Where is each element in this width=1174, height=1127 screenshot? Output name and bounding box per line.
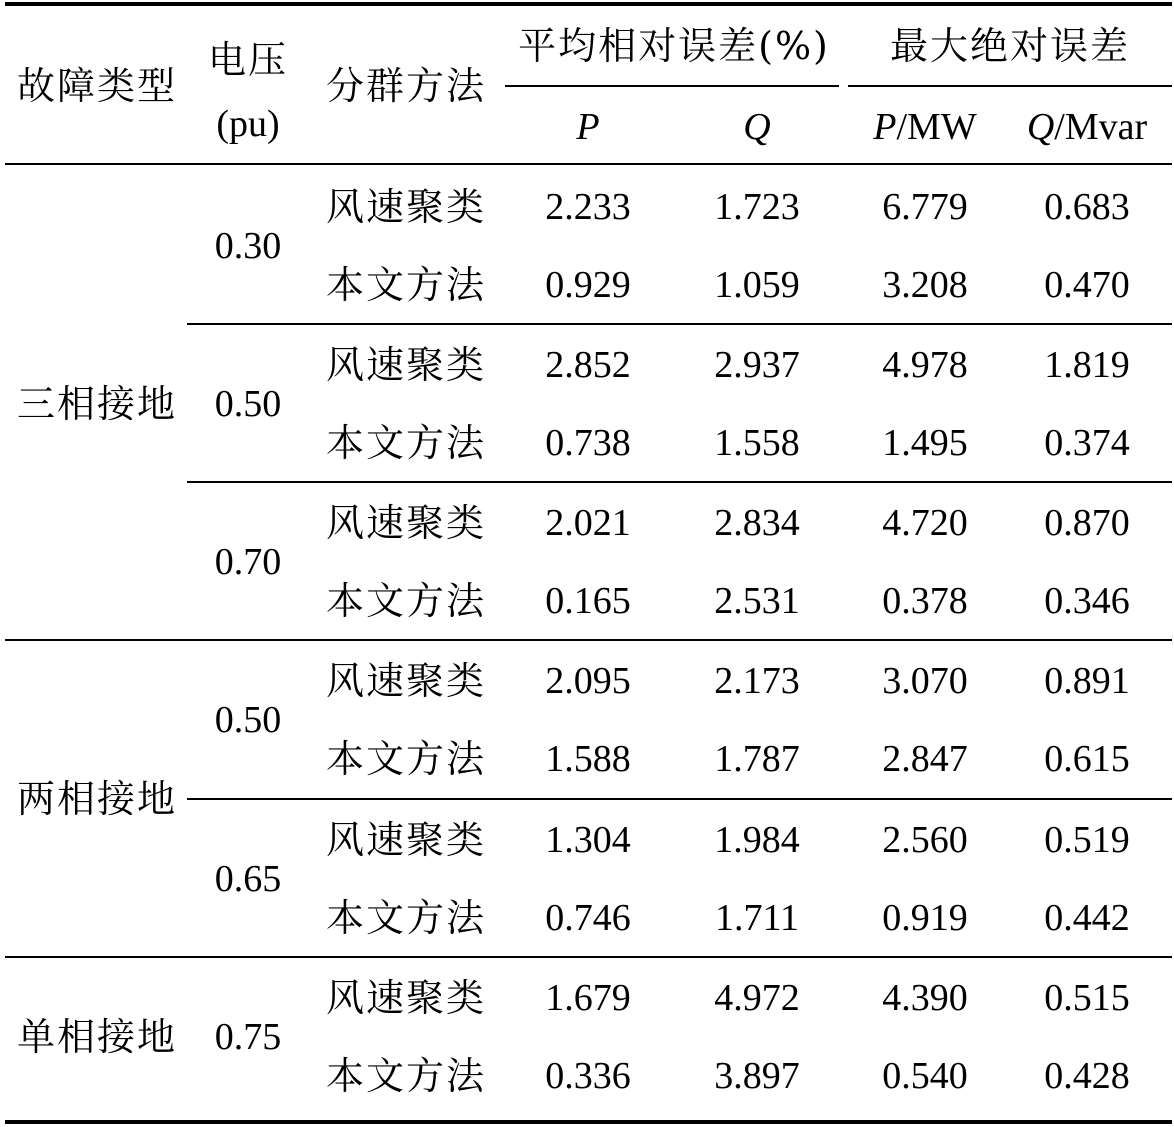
voltage-value: 0.70 [214, 541, 282, 583]
qmvar-cell: 0.891 [1044, 660, 1130, 702]
q-cell: 2.173 [714, 660, 800, 702]
p-cell: 0.165 [545, 580, 631, 622]
qmvar-cell: 0.470 [1044, 264, 1130, 306]
q-cell: 2.531 [714, 580, 800, 622]
header-voltage: 电压 [207, 38, 289, 82]
method-cell: 风速聚类 [325, 343, 487, 387]
method-cell: 本文方法 [325, 737, 487, 781]
p-cell: 2.233 [545, 186, 631, 228]
q-cell: 1.984 [714, 819, 800, 861]
pmw-cell: 3.070 [882, 660, 968, 702]
qmvar-cell: 0.442 [1044, 897, 1130, 939]
header-q-mvar [1027, 108, 1147, 146]
voltage-value: 0.50 [214, 699, 282, 741]
p-cell: 0.929 [545, 264, 631, 306]
voltage-value: 0.75 [214, 1016, 282, 1058]
top-rule [5, 2, 1172, 6]
p-cell: 1.304 [545, 819, 631, 861]
header-q: Q [743, 106, 771, 148]
pmw-cell: 4.978 [882, 344, 968, 386]
q-cell: 4.972 [714, 977, 800, 1019]
method-cell: 本文方法 [325, 421, 487, 465]
voltage-rule-2 [187, 481, 1172, 483]
header-p-mw-unit: /MW [896, 106, 977, 148]
p-cell: 2.852 [545, 344, 631, 386]
fault-label: 两相接地 [16, 777, 178, 821]
header-p: P [576, 106, 600, 148]
header-avg-rel-err: 平均相对误差(%) [518, 24, 830, 68]
p-cell: 1.588 [545, 738, 631, 780]
header-p-mw-symbol: P [873, 106, 897, 148]
q-cell: 2.937 [714, 344, 800, 386]
method-cell: 风速聚类 [325, 185, 487, 229]
group-rule-2 [5, 956, 1172, 958]
header-mid-rule-avg [505, 85, 839, 87]
q-cell: 1.558 [714, 422, 800, 464]
qmvar-cell: 1.819 [1044, 344, 1130, 386]
q-cell: 1.723 [714, 186, 800, 228]
qmvar-cell: 0.519 [1044, 819, 1130, 861]
q-cell: 1.059 [714, 264, 800, 306]
header-max-abs-err: 最大绝对误差 [889, 24, 1131, 68]
pmw-cell: 6.779 [882, 186, 968, 228]
header-p-mw [873, 108, 976, 146]
method-cell: 风速聚类 [325, 976, 487, 1020]
q-cell: 3.897 [714, 1055, 800, 1097]
pmw-cell: 0.919 [882, 897, 968, 939]
bottom-rule [5, 1120, 1172, 1124]
pmw-cell: 2.847 [882, 738, 968, 780]
q-cell: 2.834 [714, 502, 800, 544]
pmw-cell: 0.540 [882, 1055, 968, 1097]
group-rule-1 [5, 639, 1172, 641]
p-cell: 1.679 [545, 977, 631, 1019]
p-cell: 0.738 [545, 422, 631, 464]
qmvar-cell: 0.346 [1044, 580, 1130, 622]
voltage-rule-1 [187, 323, 1172, 325]
p-cell: 2.095 [545, 660, 631, 702]
method-cell: 本文方法 [325, 579, 487, 623]
method-cell: 风速聚类 [325, 659, 487, 703]
qmvar-cell: 0.870 [1044, 502, 1130, 544]
q-cell: 1.787 [714, 738, 800, 780]
header-q-mvar-unit: /Mvar [1054, 106, 1148, 148]
p-cell: 2.021 [545, 502, 631, 544]
header-method: 分群方法 [325, 64, 487, 108]
q-cell: 1.711 [714, 897, 800, 939]
pmw-cell: 1.495 [882, 422, 968, 464]
header-fault-type: 故障类型 [16, 64, 178, 108]
voltage-value: 0.65 [214, 858, 282, 900]
pmw-cell: 4.390 [882, 977, 968, 1019]
method-cell: 本文方法 [325, 1054, 487, 1098]
method-cell: 本文方法 [325, 263, 487, 307]
voltage-value: 0.50 [214, 383, 282, 425]
method-cell: 本文方法 [325, 896, 487, 940]
header-bottom-rule [5, 163, 1172, 165]
method-cell: 风速聚类 [325, 818, 487, 862]
p-cell: 0.746 [545, 897, 631, 939]
header-mid-rule-max [848, 85, 1172, 87]
voltage-rule-3 [187, 798, 1172, 800]
fault-label: 三相接地 [16, 382, 178, 426]
pmw-cell: 2.560 [882, 819, 968, 861]
fault-label: 单相接地 [16, 1015, 178, 1059]
qmvar-cell: 0.428 [1044, 1055, 1130, 1097]
header-voltage-unit: (pu) [216, 103, 280, 145]
pmw-cell: 3.208 [882, 264, 968, 306]
qmvar-cell: 0.683 [1044, 186, 1130, 228]
qmvar-cell: 0.374 [1044, 422, 1130, 464]
header-q-mvar-symbol: Q [1026, 106, 1055, 148]
qmvar-cell: 0.515 [1044, 977, 1130, 1019]
method-cell: 风速聚类 [325, 501, 487, 545]
p-cell: 0.336 [545, 1055, 631, 1097]
voltage-value: 0.30 [214, 225, 282, 267]
pmw-cell: 4.720 [882, 502, 968, 544]
results-table [5, 2, 1172, 1125]
qmvar-cell: 0.615 [1044, 738, 1130, 780]
pmw-cell: 0.378 [882, 580, 968, 622]
